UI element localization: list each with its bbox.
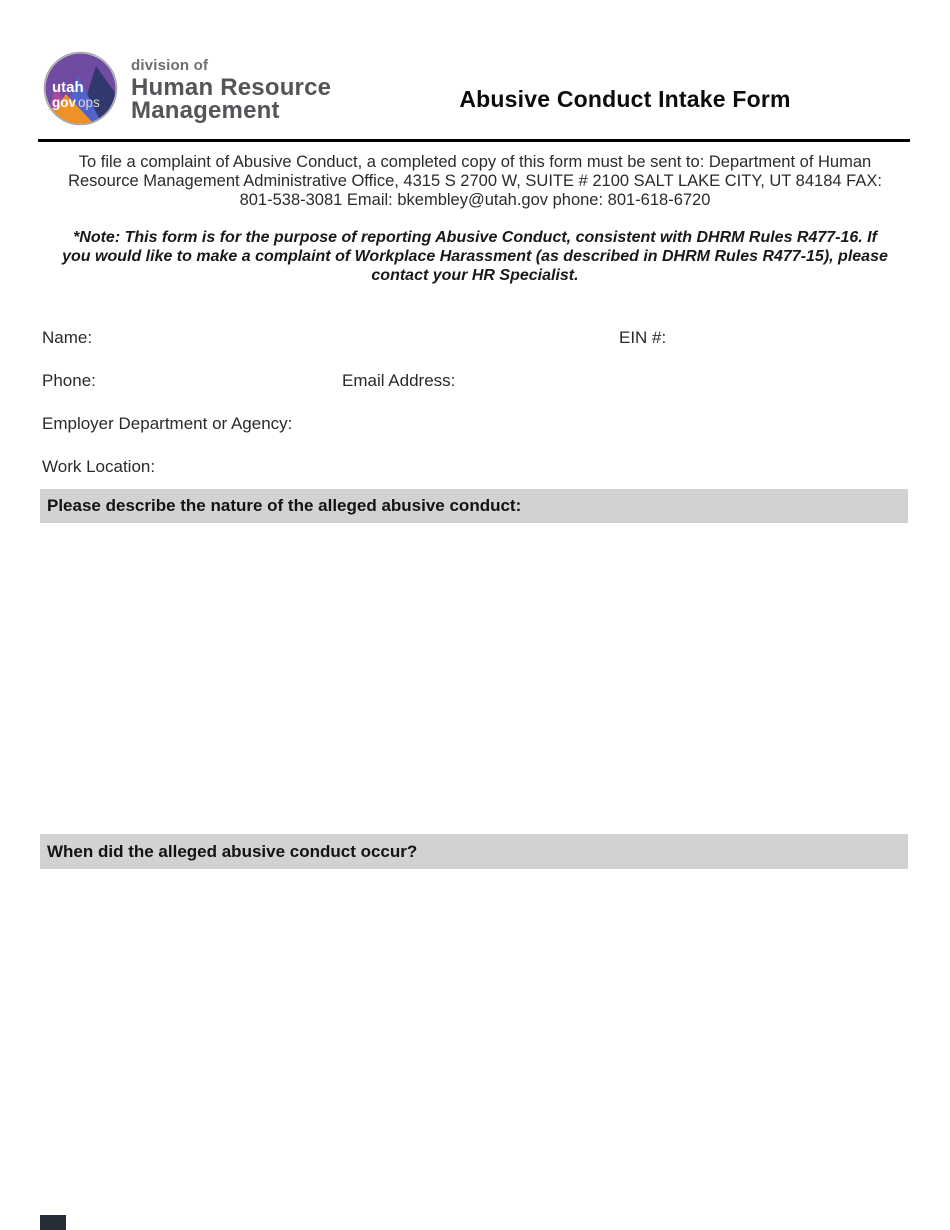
name-label: Name: xyxy=(42,328,93,347)
when-occurred-answer-area[interactable] xyxy=(40,869,908,1215)
logo-division-text: division of xyxy=(131,57,209,74)
employer-field-area[interactable] xyxy=(332,412,908,436)
header-divider xyxy=(38,139,910,142)
partial-section-bar-bottom xyxy=(40,1215,66,1230)
form-title: Abusive Conduct Intake Form xyxy=(459,86,791,112)
logo-org-name-line1: Human Resource xyxy=(131,74,332,101)
logo-badge-word-gov: gov xyxy=(52,95,77,110)
ein-field-area[interactable] xyxy=(676,326,908,350)
ein-label: EIN #: xyxy=(619,328,667,347)
section-header-describe-conduct: Please describe the nature of the alleged abusive conduct: xyxy=(40,489,908,523)
name-field-area[interactable] xyxy=(104,326,604,350)
contact-instructions-text: FAX: 801-538-3081 Email: bkembley@utah.gov phone: 801-618-6720 xyxy=(239,172,882,209)
describe-conduct-answer-area[interactable] xyxy=(40,523,908,834)
employer-department-label: Employer Department or Agency: xyxy=(42,414,293,433)
logo-badge-word-ops: ops xyxy=(78,95,100,110)
logo-org-name-line2: Management xyxy=(131,97,280,124)
filing-instructions xyxy=(50,153,900,210)
phone-label: Phone: xyxy=(42,371,96,390)
mailing-instructions-text: To file a complaint of Abusive Conduct, a completed copy of this form must be sent to: Department of Human Resource Management Administrative Office, 4315 S 2700 W, SUITE # 2100 SALT LAKE CITY, UT 84184 xyxy=(68,153,872,190)
dhrm-logo-wordmark xyxy=(131,57,331,122)
work-location-label: Work Location: xyxy=(42,457,156,476)
logo-badge-word-utah: utah xyxy=(52,79,84,96)
note-text: *Note: This form is for the purpose of reporting Abusive Conduct, consistent with DHRM Rules R477-16. If you would like to make a complaint of Workplace Harassment (as described in DHRM Rules R477-15), please contact your HR Specialist. xyxy=(62,229,888,284)
email-address-label: Email Address: xyxy=(342,371,456,390)
section-header-when-occurred: When did the alleged abusive conduct occur? xyxy=(40,834,908,869)
email-field-area[interactable] xyxy=(472,369,908,393)
phone-field-area[interactable] xyxy=(110,369,335,393)
utah-govops-logo-icon xyxy=(42,50,119,127)
work-location-field-area[interactable] xyxy=(176,455,908,479)
